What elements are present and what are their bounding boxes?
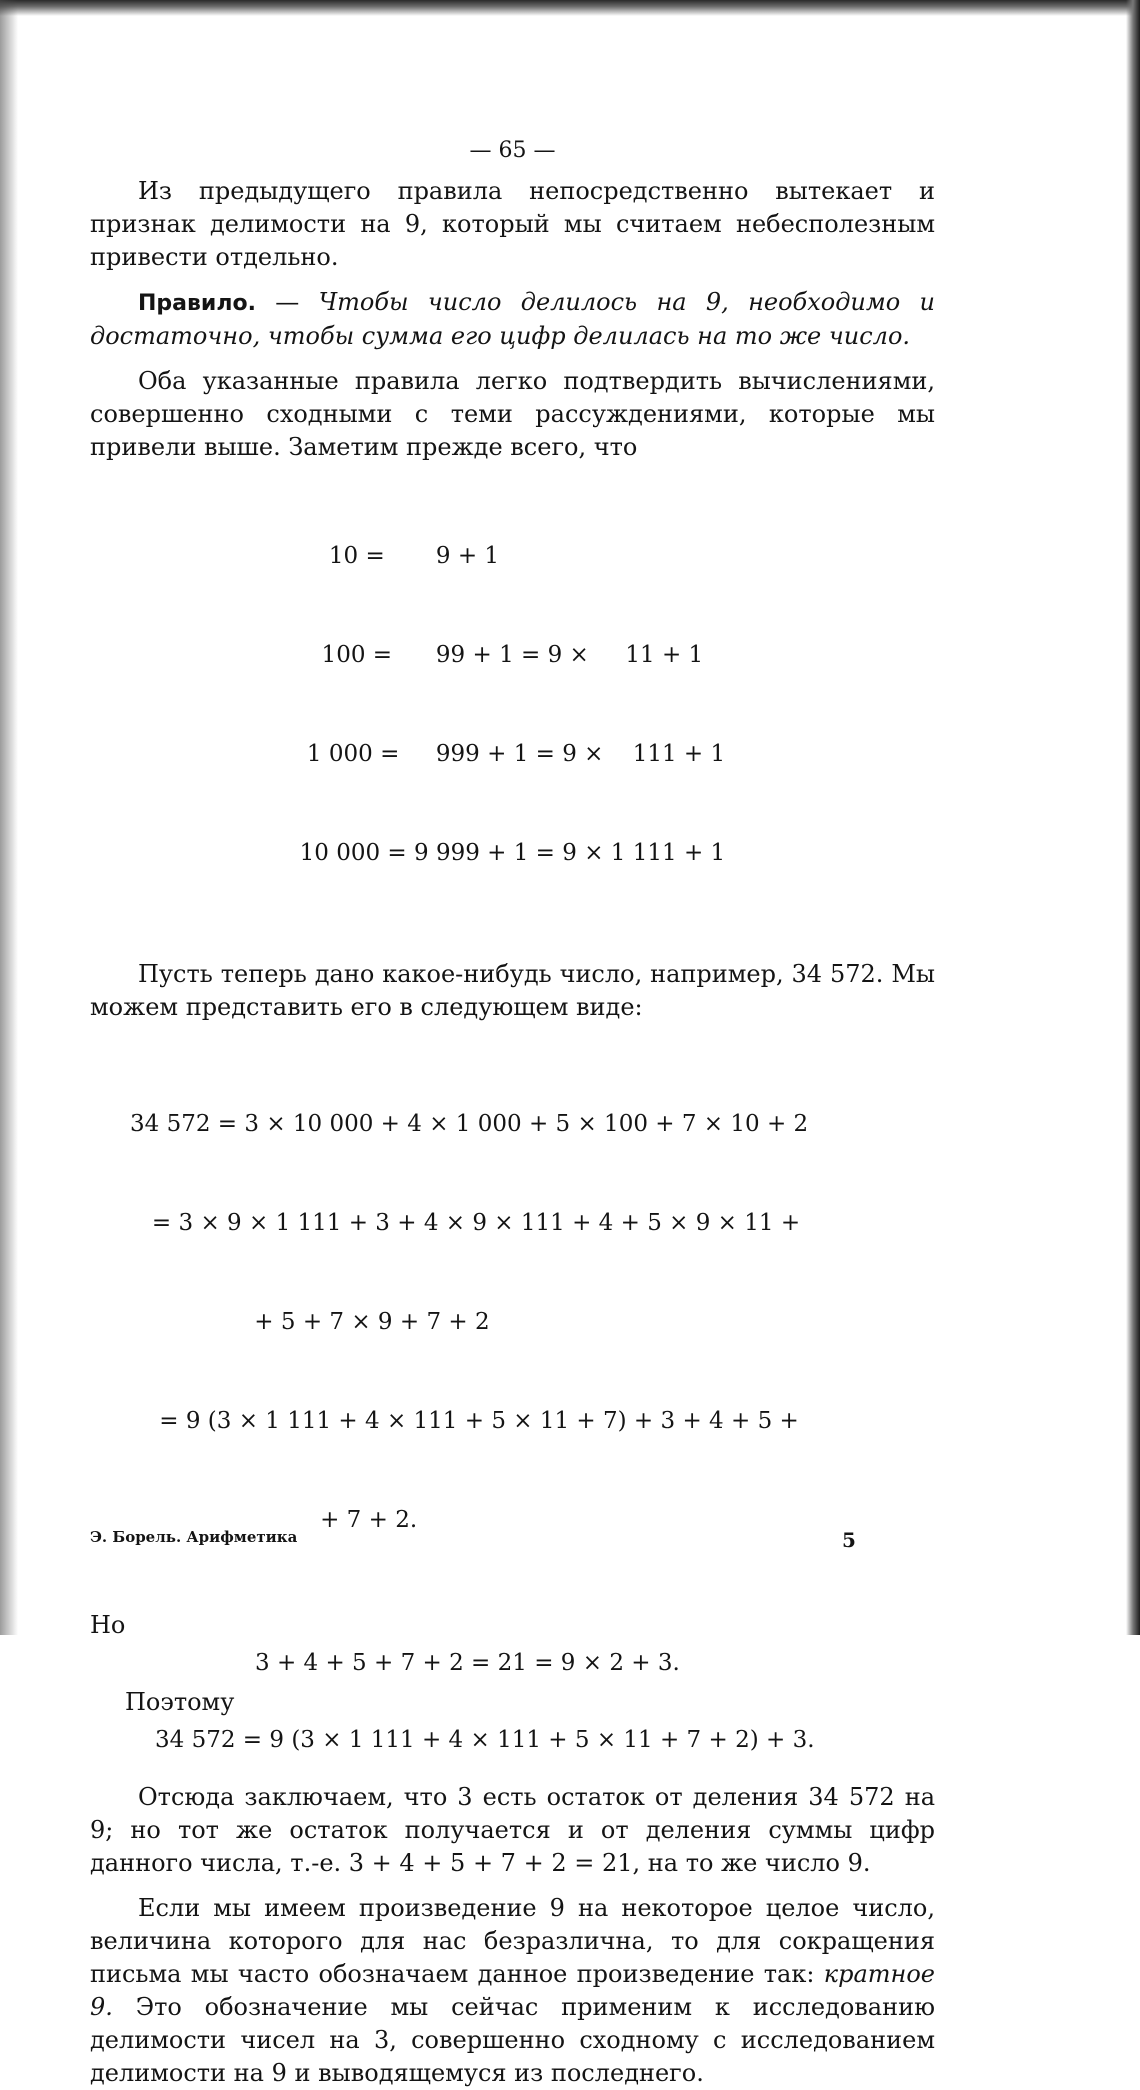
digit-sum-equation: 3 + 4 + 5 + 7 + 2 = 21 = 9 × 2 + 3. [255, 1650, 680, 1676]
equation-line: 10 000 = 9 999 + 1 = 9 × 1 111 + 1 [285, 840, 726, 866]
equation-line: 10 = 9 + 1 [285, 543, 500, 569]
equation-line: = 3 × 9 × 1 111 + 3 + 4 × 9 × 111 + 4 + 5 × 9 × 11 + [130, 1210, 801, 1236]
rule-dash: — [255, 288, 319, 316]
rule-text: Чтобы число делилось на 9, необходимо и достаточно, чтобы сумма его цифр делилась на то же число. [90, 288, 935, 350]
paragraph-conclusion: Отсюда заключаем, что 3 есть остаток от деления 34 572 на 9; но тот же остаток получается и от деления суммы цифр данного числа, т.-е. 3 + 4 + 5 + 7 + 2 = 21, на то же число 9. [90, 1783, 935, 1877]
rule-paragraph [90, 286, 935, 353]
equation-line: 100 = 99 + 1 = 9 × 11 + 1 [285, 642, 704, 668]
powers-of-ten-equations [285, 474, 935, 936]
paragraph-example: Пусть теперь дано какое-нибудь число, например, 34 572. Мы можем представить его в следующем виде: [90, 960, 935, 1021]
equation-line: + 7 + 2. [130, 1507, 418, 1533]
equation-line: + 5 + 7 × 9 + 7 + 2 [130, 1309, 490, 1335]
final-equation: 34 572 = 9 (3 × 1 111 + 4 × 111 + 5 × 11 + 7 + 2) + 3. [155, 1727, 815, 1753]
paragraph-multiple [90, 1892, 935, 2090]
scan-edge-top [0, 0, 1140, 16]
multiple-text-after: Это обозначение мы сейчас применим к исследованию делимости чисел на 3, совершенно сходному с исследованием делимости на 9 и выводящемуся из последнего. [90, 1993, 935, 2087]
signature-mark: 5 [842, 1528, 856, 1552]
decomposition-equations [130, 1042, 935, 1603]
book-title-footer: Э. Борель. Арифметика [90, 1528, 298, 1546]
equation-line: 1 000 = 999 + 1 = 9 × 111 + 1 [285, 741, 726, 767]
word-but: Но [90, 1611, 126, 1639]
equation-line: 34 572 = 3 × 10 000 + 4 × 1 000 + 5 × 100 + 7 × 10 + 2 [130, 1111, 809, 1137]
page-content [90, 138, 935, 2090]
multiple-text-before: Если мы имеем произведение 9 на некоторое целое число, величина которого для нас безразлична, то для сокращения письма мы часто обозначаем данное произведение так: [90, 1894, 935, 1988]
scan-edge-right [1126, 0, 1140, 1635]
paragraph-verification: Оба указанные правила легко подтвердить вычислениями, совершенно сходными с теми рассуждениями, которые мы привели выше. Заметим прежде всего, что [90, 367, 935, 461]
paragraph-intro: Из предыдущего правила непосредственно вытекает и признак делимости на 9, который мы считаем небесполезным привести отдельно. [90, 177, 935, 271]
scan-edge-left [0, 0, 18, 1635]
equation-line: = 9 (3 × 1 111 + 4 × 111 + 5 × 11 + 7) + 3 + 4 + 5 + [130, 1408, 799, 1434]
page-number: — 65 — [469, 138, 556, 163]
multiple-term: кратное 9. [90, 1960, 935, 2021]
word-therefore: Поэтому [125, 1688, 235, 1716]
rule-label: Правило. [138, 291, 256, 316]
